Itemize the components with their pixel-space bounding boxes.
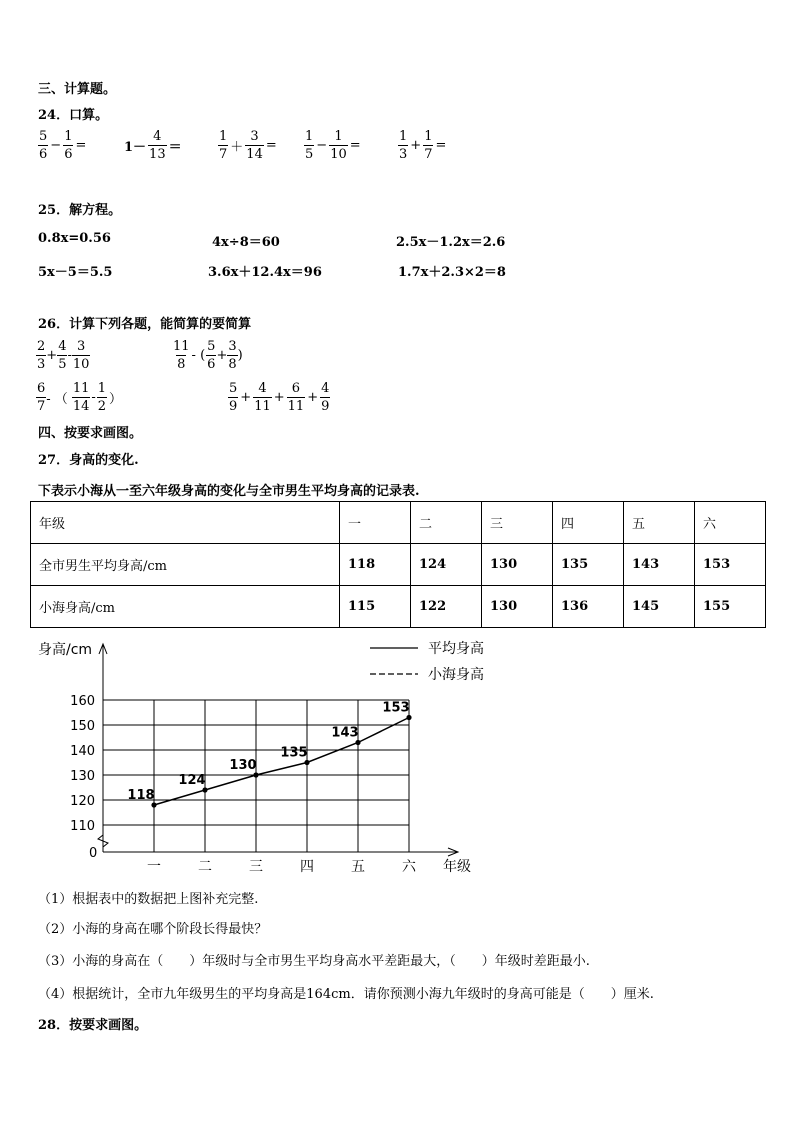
table-cell: 122 [411, 586, 482, 628]
table-cell: 一 [340, 502, 411, 544]
table-cell: 五 [624, 502, 695, 544]
table-cell: 153 [695, 544, 766, 586]
q27-question-1: （1）根据表中的数据把上图补充完整. [38, 892, 259, 907]
origin-label: 0 [89, 846, 98, 861]
chart-legend [370, 640, 484, 683]
section-3-title: 三、计算题。 [38, 82, 117, 97]
table-cell: 三 [482, 502, 553, 544]
y-tick-label: 120 [70, 794, 95, 809]
table-cell: 136 [553, 586, 624, 628]
data-point [304, 760, 309, 765]
table-cell: 130 [482, 544, 553, 586]
q27-question-2: （2）小海的身高在哪个阶段长得最快？ [38, 922, 268, 937]
data-label: 118 [127, 788, 155, 803]
height-record-table [30, 501, 766, 628]
data-label: 130 [229, 758, 257, 773]
data-point [355, 740, 360, 745]
table-cell: 小海身高/cm [31, 586, 340, 628]
q24-item-2: 1－ $\frac{4}{13}$ ＝ [124, 129, 182, 162]
fraction: $\frac{3}{14}$ [246, 129, 263, 162]
fraction: $\frac{4}{13}$ [149, 129, 166, 162]
equation: 1.7x＋2.3×2＝8 [398, 265, 506, 280]
x-tick-label: 五 [351, 859, 365, 875]
series-line [154, 718, 409, 806]
x-tick-label: 六 [402, 859, 416, 875]
fraction: $\frac{1}{7}$ [424, 129, 433, 162]
fraction: $\frac{1}{10}$ [330, 129, 347, 162]
data-label: 124 [178, 773, 206, 788]
table-cell: 130 [482, 586, 553, 628]
q26-expression-2: $\frac{11}{8}$ - ( $\frac{5}{6}$ + $\frac{3}{8}$ ) [173, 339, 243, 372]
q27-title: 27．身高的变化. [38, 453, 139, 468]
x-tick-label: 二 [198, 859, 212, 875]
equation: 2.5x－1.2x＝2.6 [396, 235, 506, 250]
q25-title: 25．解方程。 [38, 203, 122, 218]
table-cell: 全市男生平均身高/cm [31, 544, 340, 586]
q24-title: 24．口算。 [38, 108, 109, 123]
data-point [406, 715, 411, 720]
legend-label: 平均身高 [428, 641, 484, 657]
table-cell: 年级 [31, 502, 340, 544]
q24-item-1: $\frac{5}{6}$ − $\frac{1}{6}$ = [39, 129, 87, 162]
fraction: $\frac{1}{6}$ [64, 129, 73, 162]
table-cell: 145 [624, 586, 695, 628]
y-tick-label: 160 [70, 694, 95, 709]
y-tick-label: 150 [70, 719, 95, 734]
fraction: $\frac{1}{3}$ [399, 129, 408, 162]
q26-expression-1: $\frac{2}{3}$ + $\frac{4}{5}$ - $\frac{3}{10}$ [37, 339, 90, 372]
x-axis-label: 年级 [443, 859, 471, 875]
data-point [202, 787, 207, 792]
y-tick-label: 110 [70, 819, 95, 834]
table-cell: 115 [340, 586, 411, 628]
table-row [31, 544, 766, 586]
data-label: 135 [280, 745, 308, 761]
equation: 0.8x=0.56 [38, 231, 111, 246]
q24-item-4: $\frac{1}{5}$ − $\frac{1}{10}$ = [305, 129, 361, 162]
y-axis-label: 身高/cm [38, 642, 93, 658]
data-point [253, 772, 258, 777]
equation: 5x－5＝5.5 [38, 265, 113, 280]
q26-expression-4: $\frac{5}{9}$ + $\frac{4}{11}$ + $\frac{6}{11}$ + $\frac{4}{9}$ [229, 381, 330, 414]
fraction: $\frac{1}{5}$ [305, 129, 314, 162]
table-cell: 143 [624, 544, 695, 586]
table-cell: 135 [553, 544, 624, 586]
data-point [151, 802, 156, 807]
legend-label: 小海身高 [428, 667, 484, 683]
table-cell: 155 [695, 586, 766, 628]
y-tick-label: 140 [70, 744, 95, 759]
table-row [31, 502, 766, 544]
table-cell: 118 [340, 544, 411, 586]
section-4-title: 四、按要求画图。 [38, 426, 143, 441]
table-cell: 124 [411, 544, 482, 586]
y-tick-label: 130 [70, 769, 95, 784]
q27-intro: 下表示小海从一至六年级身高的变化与全市男生平均身高的记录表. [38, 484, 420, 499]
equation: 3.6x＋12.4x＝96 [208, 265, 322, 280]
q26-expression-3: $\frac{6}{7}$ - （ $\frac{11}{14}$ - $\frac{1}{2}$ ） [37, 381, 123, 414]
q28-title: 28．按要求画图。 [38, 1018, 148, 1033]
table-cell: 四 [553, 502, 624, 544]
table-cell: 六 [695, 502, 766, 544]
table-row [31, 586, 766, 628]
q27-question-4: （4）根据统计，全市九年级男生的平均身高是164cm．请你预测小海九年级时的身高可能是（ ）厘米. [38, 987, 654, 1002]
chart-marks [151, 715, 411, 808]
table-cell: 二 [411, 502, 482, 544]
fraction: $\frac{1}{7}$ [219, 129, 228, 162]
x-tick-label: 四 [300, 859, 314, 875]
fraction: $\frac{5}{6}$ [39, 129, 48, 162]
height-line-chart [0, 630, 794, 880]
q24-item-5: $\frac{1}{3}$ + $\frac{1}{7}$ = [399, 129, 447, 162]
q27-question-3: （3）小海的身高在（ ）年级时与全市男生平均身高水平差距最大，（ ）年级时差距最小. [38, 954, 590, 969]
data-label: 143 [331, 725, 359, 741]
equation: 4x÷8＝60 [212, 235, 280, 250]
data-label: 153 [382, 700, 410, 716]
q26-title: 26．计算下列各题，能简算的要简算 [38, 317, 252, 332]
x-tick-label: 一 [147, 859, 161, 875]
q24-item-3: $\frac{1}{7}$ ＋ $\frac{3}{14}$ = [219, 129, 277, 162]
x-tick-label: 三 [249, 859, 263, 875]
